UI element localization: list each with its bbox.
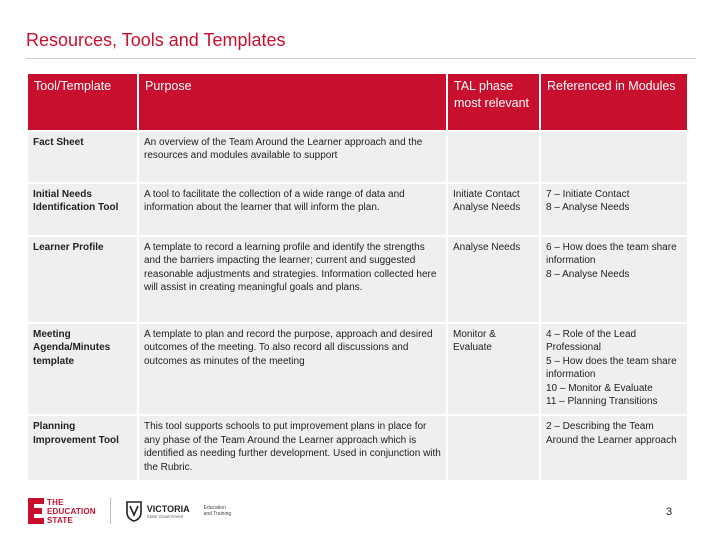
tool-phase bbox=[448, 237, 539, 322]
table-header-row bbox=[28, 74, 687, 130]
table-row bbox=[28, 184, 687, 235]
tool-purpose: An overview of the Team Around the Learner approach and the resources and modules available to support bbox=[139, 132, 446, 182]
tool-purpose: This tool supports schools to put improvement plans in place for any phase of the Team Around the Learner approach which is identified as needing further development. Used in conjunction with the Rubric. bbox=[139, 416, 446, 480]
department-line: Education bbox=[203, 505, 226, 511]
table-row bbox=[28, 132, 687, 182]
header-phase: TAL phase most relevant bbox=[448, 74, 539, 130]
resources-table bbox=[26, 72, 689, 482]
tool-purpose: A template to record a learning profile and identify the strengths and the barriers impacting the learner; current and suggested reasonable adjustments and strategies. Information collected here will assist in creating meaningful goals and plans. bbox=[139, 237, 446, 322]
footer-logos bbox=[28, 496, 231, 526]
tool-name: Planning Improvement Tool bbox=[28, 416, 137, 480]
phase-line: Analyse Needs bbox=[453, 202, 521, 214]
victoria-logo bbox=[125, 500, 231, 522]
tool-purpose: A template to plan and record the purpose, approach and desired outcomes of the meeting. To also record all discussions and outcomes as minutes of the meeting bbox=[139, 324, 446, 414]
victoria-crest-icon bbox=[125, 500, 143, 522]
module-line: 11 – Planning Transitions bbox=[546, 396, 658, 408]
tool-name: Learner Profile bbox=[28, 237, 137, 322]
module-line: 10 – Monitor & Evaluate bbox=[546, 382, 653, 394]
phase-line: Monitor & Evaluate bbox=[453, 329, 496, 354]
module-line: 2 – Describing the Team Around the Learner approach bbox=[546, 421, 677, 446]
tool-name: Fact Sheet bbox=[28, 132, 137, 182]
module-line: 6 – How does the team share information bbox=[546, 242, 677, 267]
tool-phase bbox=[448, 184, 539, 235]
department-name bbox=[204, 505, 232, 517]
tool-modules bbox=[541, 132, 687, 182]
module-line: 7 – Initiate Contact bbox=[546, 189, 630, 200]
logo-text-line: STATE bbox=[47, 515, 74, 525]
tool-name: Meeting Agenda/Minutes template bbox=[28, 324, 137, 414]
victoria-subtitle: State Government bbox=[146, 513, 184, 519]
logo-text-line: EDUCATION bbox=[47, 506, 96, 516]
tool-phase bbox=[448, 132, 539, 182]
page-title: Resources, Tools and Templates bbox=[26, 30, 286, 50]
education-state-logo bbox=[28, 498, 96, 525]
header-purpose: Purpose bbox=[139, 74, 446, 130]
tool-name: Initial Needs Identification Tool bbox=[28, 184, 137, 235]
phase-line: Analyse Needs bbox=[453, 242, 521, 253]
tool-modules bbox=[541, 237, 687, 322]
tool-modules bbox=[541, 324, 687, 414]
module-line: 8 – Analyse Needs bbox=[546, 202, 630, 214]
education-state-mark-icon bbox=[28, 498, 44, 524]
phase-line: Initiate Contact bbox=[453, 189, 520, 200]
department-line: and Training bbox=[203, 511, 232, 517]
logo-divider bbox=[110, 498, 111, 524]
module-line: 8 – Analyse Needs bbox=[546, 268, 630, 280]
module-line: 4 – Role of the Lead Professional bbox=[546, 329, 637, 354]
tool-purpose: A tool to facilitate the collection of a wide range of data and information about the learner that will inform the plan. bbox=[139, 184, 446, 235]
module-line: 5 – How does the team share information bbox=[546, 355, 677, 381]
table-row bbox=[28, 324, 687, 414]
header-tool: Tool/Template bbox=[28, 74, 137, 130]
tool-modules bbox=[541, 184, 687, 235]
victoria-wordmark: VICTORIA bbox=[146, 503, 190, 514]
tool-phase bbox=[448, 416, 539, 480]
page-number: 3 bbox=[666, 506, 673, 518]
title-divider bbox=[26, 58, 696, 59]
tool-modules bbox=[541, 416, 687, 480]
table-row bbox=[28, 416, 687, 480]
logo-text-line: THE bbox=[47, 497, 64, 507]
header-modules: Referenced in Modules bbox=[541, 74, 687, 130]
table-row bbox=[28, 237, 687, 322]
tool-phase bbox=[448, 324, 539, 414]
